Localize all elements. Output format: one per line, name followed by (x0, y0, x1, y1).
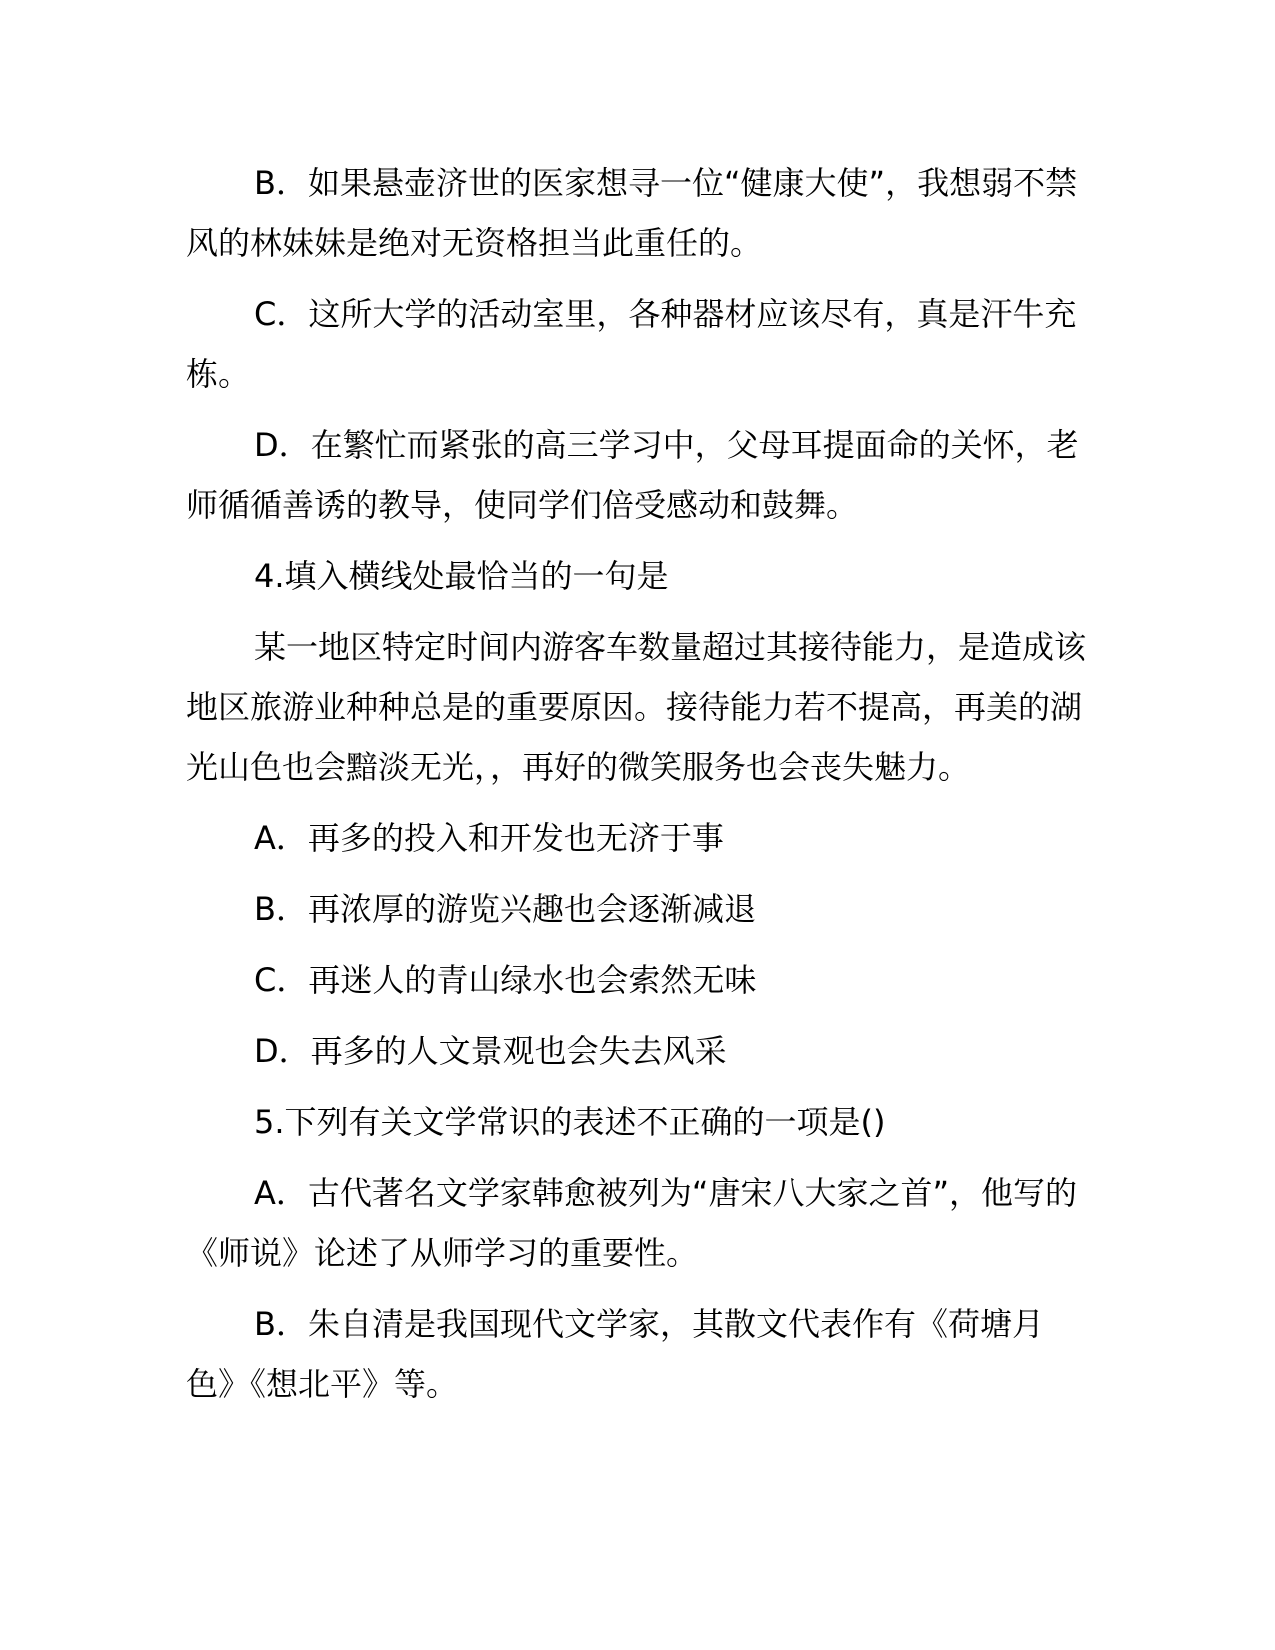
question-4-passage: 某一地区特定时间内游客车数量超过其接待能力，是造成该地区旅游业种种总是的重要原因。接待能力若不提高，再美的湖光山色也会黯淡无光，，再好的微笑服务也会丧失魅力。 (186, 628, 1087, 786)
document-body (186, 153, 1088, 1414)
question-4-option-b: B．再浓厚的游览兴趣也会逐渐减退 (254, 890, 756, 928)
option-b-sentence: B．如果悬壶济世的医家想寻一位“健康大使”，我想弱不禁风的林妹妹是绝对无资格担当此重任的。 (186, 164, 1078, 262)
question-5-title: 5.下列有关文学常识的表述不正确的一项是() (254, 1103, 886, 1141)
question-5-option-a: A．古代著名文学家韩愈被列为“唐宋八大家之首”，他写的《师说》论述了从师学习的重要性。 (186, 1174, 1078, 1272)
question-4-option-a: A．再多的投入和开发也无济于事 (254, 819, 724, 857)
question-5-option-b: B．朱自清是我国现代文学家，其散文代表作有《荷塘月色》《想北平》等。 (186, 1305, 1044, 1403)
option-c-sentence: C．这所大学的活动室里，各种器材应该尽有，真是汗牛充栋。 (186, 295, 1077, 393)
question-4-option-c: C．再迷人的青山绿水也会索然无味 (254, 961, 757, 999)
question-4-option-d: D．再多的人文景观也会失去风采 (254, 1032, 727, 1070)
question-4-title: 4.填入横线处最恰当的一句是 (254, 557, 669, 595)
option-d-sentence: D．在繁忙而紧张的高三学习中，父母耳提面命的关怀，老师循循善诱的教导，使同学们倍受感动和鼓舞。 (186, 426, 1079, 524)
